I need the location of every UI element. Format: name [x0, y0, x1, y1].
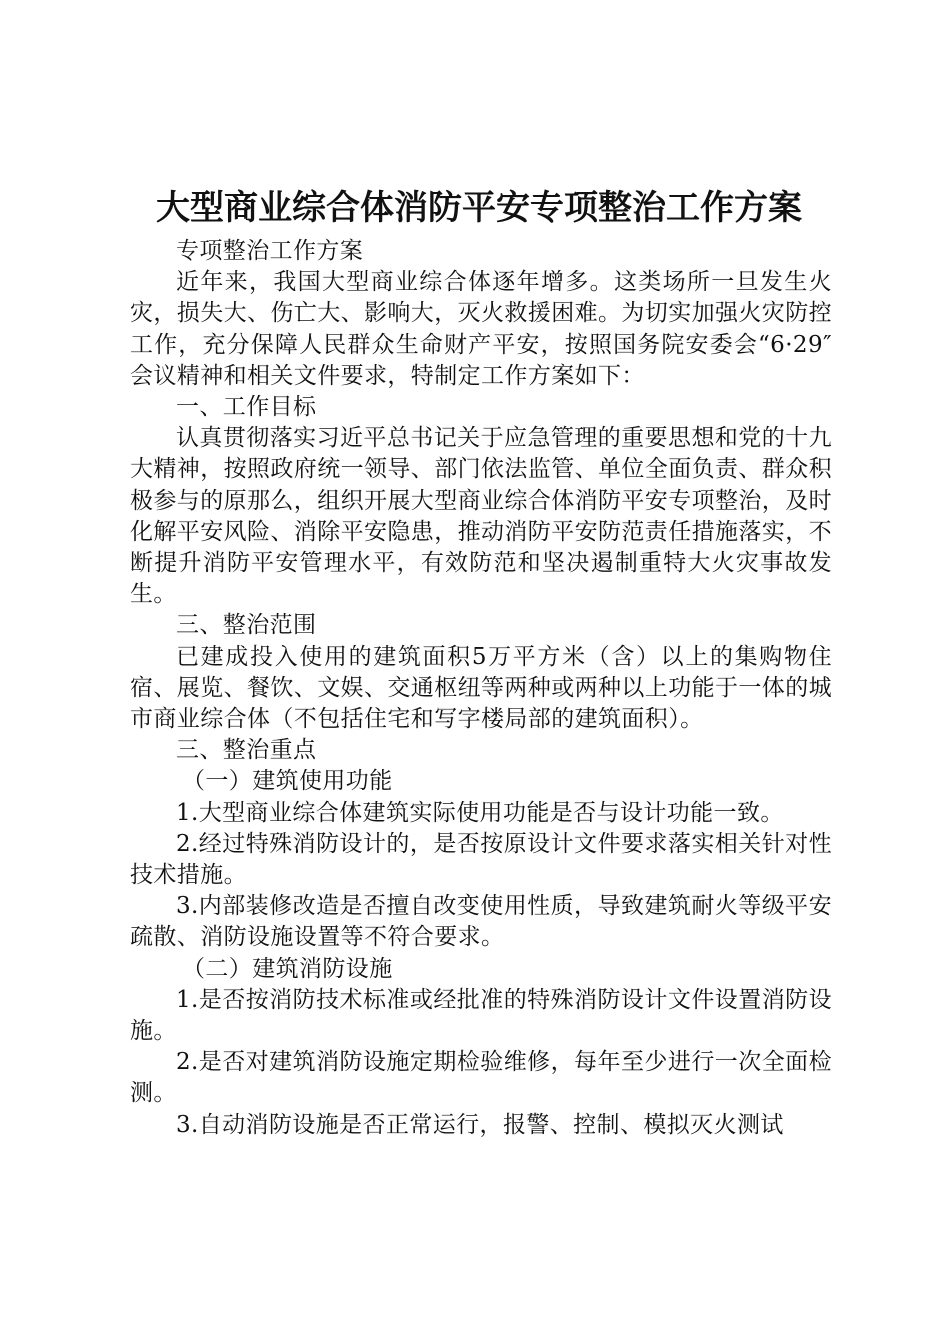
goal-paragraph: 认真贯彻落实习近平总书记关于应急管理的重要思想和党的十九大精神，按照政府统一领导、部门依法监管、单位全面负责、群众积极参与的原那么，组织开展大型商业综合体消防平安专项整治，及时化解平安风险、消除平安隐患，推动消防平安防范责任措施落实，不断提升消防平安管理水平，有效防范和坚决遏制重特大火灾事故发生。	[130, 425, 832, 608]
intro-paragraph: 近年来，我国大型商业综合体逐年增多。这类场所一旦发生火灾，损失大、伤亡大、影响大，灭火救援困难。为切实加强火灾防控工作，充分保障人民群众生命财产平安，按照国务院安委会“6·29″会议精神和相关文件要求，特制定工作方案如下：	[130, 269, 832, 389]
document-body	[130, 236, 832, 1141]
section-heading-focus: 三、整治重点	[176, 737, 317, 764]
subsection-heading-fire-facilities: （二）建筑消防设施	[182, 955, 393, 982]
list-item: 2.经过特殊消防设计的，是否按原设计文件要求落实相关针对性技术措施。	[130, 830, 832, 889]
subsection-heading-building-use: （一）建筑使用功能	[182, 768, 393, 795]
section-heading-scope: 三、整治范围	[176, 612, 317, 639]
list-item: 2.是否对建筑消防设施定期检验维修，每年至少进行一次全面检测。	[130, 1049, 832, 1107]
list-item: 1.大型商业综合体建筑实际使用功能是否与设计功能一致。	[176, 799, 784, 826]
list-item: 1.是否按消防技术标准或经批准的特殊消防设计文件设置消防设施。	[130, 986, 832, 1045]
list-item: 3.内部装修改造是否擅自改变使用性质，导致建筑耐火等级平安疏散、消防设施设置等不符合要求。	[130, 893, 832, 951]
subtitle-paragraph: 专项整治工作方案	[176, 238, 364, 264]
list-item: 3.自动消防设施是否正常运行，报警、控制、模拟灭火测试	[176, 1111, 784, 1138]
scope-paragraph: 已建成投入使用的建筑面积5万平方米（含）以上的集购物住宿、展览、餐饮、文娱、交通枢纽等两种或两种以上功能于一体的城市商业综合体（不包括住宅和写字楼局部的建筑面积）。	[130, 643, 832, 733]
section-heading-goal: 一、工作目标	[176, 394, 317, 421]
document-title: 大型商业综合体消防平安专项整治工作方案	[156, 188, 802, 228]
